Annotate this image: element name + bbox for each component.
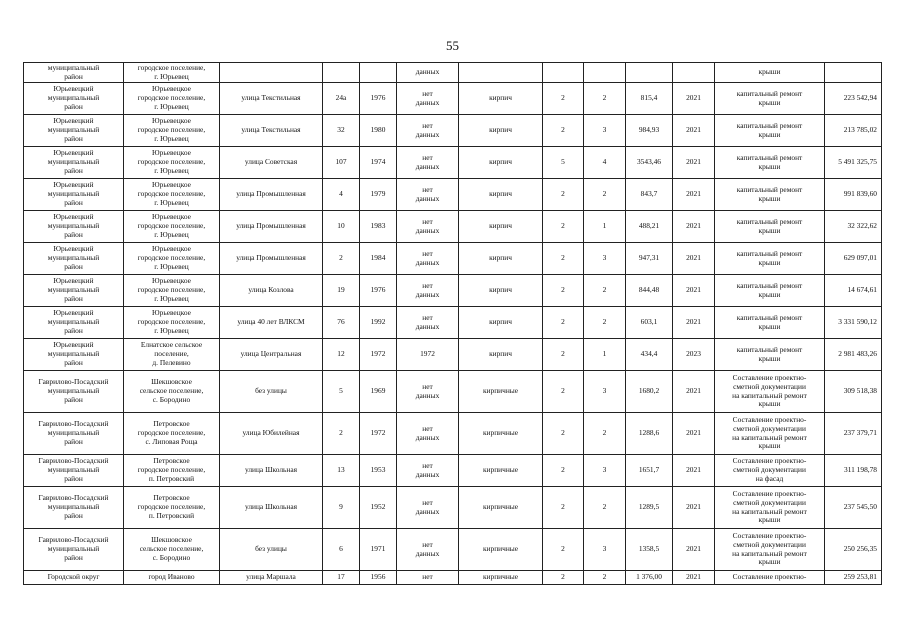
- cell-entrances: 2: [584, 179, 626, 211]
- cell-entrances: 2: [584, 83, 626, 115]
- cell-work-year: 2021: [673, 83, 715, 115]
- cell-district: Юрьевецкий муниципальный район: [24, 147, 124, 179]
- cell-floors: 2: [543, 83, 584, 115]
- cell-work-type: Составление проектно- сметной документации на фасад: [715, 455, 825, 487]
- cell-entrances: 2: [584, 487, 626, 529]
- cell-settlement: Елнатское сельское поселение, д. Пелевино: [124, 339, 220, 371]
- cell-street: улица Маршала: [220, 571, 323, 585]
- cell-street: улица 40 лет ВЛКСМ: [220, 307, 323, 339]
- cell-entrances: 2: [584, 571, 626, 585]
- cell-wall-material: кирпичные: [459, 529, 543, 571]
- cell-street: улица Промышленная: [220, 179, 323, 211]
- cell-wall-material: кирпич: [459, 147, 543, 179]
- cell-floors: 2: [543, 339, 584, 371]
- cell-house-number: 76: [323, 307, 360, 339]
- cell-street: без улицы: [220, 371, 323, 413]
- cell-settlement: Юрьевецкое городское поселение, г. Юрьевец: [124, 147, 220, 179]
- cell-entrances: 2: [584, 413, 626, 455]
- cell-build-year: 1969: [360, 371, 397, 413]
- cell-house-number: 12: [323, 339, 360, 371]
- cell-entrances: 1: [584, 339, 626, 371]
- cell-build-year: 1983: [360, 211, 397, 243]
- cell-street: улица Советская: [220, 147, 323, 179]
- housing-registry-table: [23, 62, 882, 585]
- cell-floors: 2: [543, 371, 584, 413]
- cell-floors: 2: [543, 571, 584, 585]
- table-row: [24, 339, 882, 371]
- table-row: [24, 529, 882, 571]
- cell-work-type: капитальный ремонт крыши: [715, 339, 825, 371]
- cell-settlement: Юрьевецкое городское поселение, г. Юрьевец: [124, 115, 220, 147]
- cell-floors: 2: [543, 243, 584, 275]
- cell-work-type: капитальный ремонт крыши: [715, 179, 825, 211]
- cell-reconstruction-year: нет данных: [397, 275, 459, 307]
- cell-work-year: [673, 63, 715, 83]
- cell-reconstruction-year: нет данных: [397, 179, 459, 211]
- table-row: [24, 455, 882, 487]
- cell-street: улица Промышленная: [220, 211, 323, 243]
- cell-wall-material: кирпич: [459, 307, 543, 339]
- cell-cost: 3 331 590,12: [825, 307, 882, 339]
- cell-district: Гаврилово-Посадский муниципальный район: [24, 455, 124, 487]
- cell-wall-material: кирпич: [459, 339, 543, 371]
- cell-reconstruction-year: нет данных: [397, 115, 459, 147]
- cell-house-number: 2: [323, 413, 360, 455]
- cell-work-type: капитальный ремонт крыши: [715, 147, 825, 179]
- cell-house-number: 10: [323, 211, 360, 243]
- cell-wall-material: кирпич: [459, 115, 543, 147]
- cell-street: улица Юбилейная: [220, 413, 323, 455]
- cell-reconstruction-year: данных: [397, 63, 459, 83]
- cell-work-type: капитальный ремонт крыши: [715, 115, 825, 147]
- cell-house-number: [323, 63, 360, 83]
- cell-house-number: 9: [323, 487, 360, 529]
- cell-wall-material: кирпич: [459, 211, 543, 243]
- cell-entrances: 2: [584, 275, 626, 307]
- cell-reconstruction-year: нет: [397, 571, 459, 585]
- table-row: [24, 275, 882, 307]
- cell-work-type: капитальный ремонт крыши: [715, 307, 825, 339]
- cell-build-year: 1971: [360, 529, 397, 571]
- cell-reconstruction-year: нет данных: [397, 211, 459, 243]
- cell-entrances: 3: [584, 243, 626, 275]
- cell-settlement: Юрьевецкое городское поселение, г. Юрьевец: [124, 275, 220, 307]
- cell-street: улица Центральная: [220, 339, 323, 371]
- cell-floors: 2: [543, 487, 584, 529]
- cell-entrances: 1: [584, 211, 626, 243]
- cell-area: 1358,5: [626, 529, 673, 571]
- cell-district: Юрьевецкий муниципальный район: [24, 307, 124, 339]
- cell-district: Юрьевецкий муниципальный район: [24, 211, 124, 243]
- table-row: [24, 413, 882, 455]
- cell-reconstruction-year: нет данных: [397, 147, 459, 179]
- table-row: [24, 63, 882, 83]
- table-row: [24, 211, 882, 243]
- cell-work-type: крыши: [715, 63, 825, 83]
- cell-work-year: 2021: [673, 243, 715, 275]
- cell-area: 1288,6: [626, 413, 673, 455]
- cell-settlement: город Иваново: [124, 571, 220, 585]
- cell-district: муниципальный район: [24, 63, 124, 83]
- cell-build-year: 1952: [360, 487, 397, 529]
- cell-work-year: 2021: [673, 455, 715, 487]
- table-row: [24, 179, 882, 211]
- cell-house-number: 32: [323, 115, 360, 147]
- cell-street: [220, 63, 323, 83]
- cell-settlement: городское поселение, г. Юрьевец: [124, 63, 220, 83]
- cell-entrances: 3: [584, 371, 626, 413]
- cell-build-year: 1984: [360, 243, 397, 275]
- cell-area: [626, 63, 673, 83]
- cell-house-number: 17: [323, 571, 360, 585]
- cell-floors: 2: [543, 307, 584, 339]
- cell-work-type: Составление проектно- сметной документации на капитальный ремонт крыши: [715, 413, 825, 455]
- cell-street: улица Школьная: [220, 487, 323, 529]
- cell-build-year: 1956: [360, 571, 397, 585]
- cell-area: 488,21: [626, 211, 673, 243]
- table-row: [24, 147, 882, 179]
- cell-district: Гаврилово-Посадский муниципальный район: [24, 371, 124, 413]
- cell-area: 844,48: [626, 275, 673, 307]
- cell-settlement: Юрьевецкое городское поселение, г. Юрьевец: [124, 179, 220, 211]
- cell-build-year: 1972: [360, 339, 397, 371]
- cell-cost: 2 981 483,26: [825, 339, 882, 371]
- cell-reconstruction-year: нет данных: [397, 307, 459, 339]
- cell-street: улица Школьная: [220, 455, 323, 487]
- cell-work-type: капитальный ремонт крыши: [715, 243, 825, 275]
- cell-floors: 2: [543, 455, 584, 487]
- cell-street: улица Промышленная: [220, 243, 323, 275]
- cell-reconstruction-year: 1972: [397, 339, 459, 371]
- cell-wall-material: [459, 63, 543, 83]
- cell-reconstruction-year: нет данных: [397, 83, 459, 115]
- cell-work-type: капитальный ремонт крыши: [715, 211, 825, 243]
- cell-work-year: 2021: [673, 147, 715, 179]
- cell-cost: 237 545,50: [825, 487, 882, 529]
- cell-district: Юрьевецкий муниципальный район: [24, 83, 124, 115]
- table-row: [24, 307, 882, 339]
- table-row: [24, 83, 882, 115]
- cell-house-number: 5: [323, 371, 360, 413]
- cell-cost: [825, 63, 882, 83]
- cell-work-type: капитальный ремонт крыши: [715, 275, 825, 307]
- cell-work-type: Составление проектно- сметной документации на капитальный ремонт крыши: [715, 487, 825, 529]
- cell-district: Гаврилово-Посадский муниципальный район: [24, 413, 124, 455]
- cell-wall-material: кирпичные: [459, 487, 543, 529]
- cell-floors: 2: [543, 529, 584, 571]
- cell-cost: 259 253,81: [825, 571, 882, 585]
- cell-district: Юрьевецкий муниципальный район: [24, 339, 124, 371]
- cell-wall-material: кирпичные: [459, 371, 543, 413]
- cell-wall-material: кирпич: [459, 179, 543, 211]
- cell-area: 1 376,00: [626, 571, 673, 585]
- cell-build-year: 1972: [360, 413, 397, 455]
- cell-build-year: 1953: [360, 455, 397, 487]
- cell-street: улица Текстильная: [220, 115, 323, 147]
- cell-build-year: 1976: [360, 83, 397, 115]
- cell-floors: 2: [543, 115, 584, 147]
- cell-work-type: Составление проектно-: [715, 571, 825, 585]
- cell-settlement: Юрьевецкое городское поселение, г. Юрьевец: [124, 243, 220, 275]
- cell-house-number: 4: [323, 179, 360, 211]
- cell-work-year: 2023: [673, 339, 715, 371]
- cell-area: 434,4: [626, 339, 673, 371]
- cell-street: улица Козлова: [220, 275, 323, 307]
- cell-district: Гаврилово-Посадский муниципальный район: [24, 529, 124, 571]
- cell-work-year: 2021: [673, 115, 715, 147]
- cell-wall-material: кирпич: [459, 275, 543, 307]
- cell-cost: 250 256,35: [825, 529, 882, 571]
- cell-area: 947,31: [626, 243, 673, 275]
- cell-build-year: 1979: [360, 179, 397, 211]
- cell-entrances: 3: [584, 455, 626, 487]
- cell-cost: 629 097,01: [825, 243, 882, 275]
- cell-entrances: 4: [584, 147, 626, 179]
- cell-district: Гаврилово-Посадский муниципальный район: [24, 487, 124, 529]
- cell-area: 1651,7: [626, 455, 673, 487]
- cell-wall-material: кирпич: [459, 83, 543, 115]
- cell-work-year: 2021: [673, 211, 715, 243]
- cell-wall-material: кирпичные: [459, 413, 543, 455]
- cell-build-year: 1980: [360, 115, 397, 147]
- cell-cost: 991 839,60: [825, 179, 882, 211]
- cell-area: 603,1: [626, 307, 673, 339]
- cell-settlement: Шекшовское сельское поселение, с. Бородино: [124, 529, 220, 571]
- cell-cost: 5 491 325,75: [825, 147, 882, 179]
- cell-floors: 2: [543, 413, 584, 455]
- cell-cost: 32 322,62: [825, 211, 882, 243]
- cell-house-number: 13: [323, 455, 360, 487]
- cell-street: без улицы: [220, 529, 323, 571]
- cell-build-year: 1974: [360, 147, 397, 179]
- cell-settlement: Юрьевецкое городское поселение, г. Юрьевец: [124, 83, 220, 115]
- cell-settlement: Шекшовское сельское поселение, с. Бородино: [124, 371, 220, 413]
- cell-work-year: 2021: [673, 529, 715, 571]
- cell-cost: 223 542,94: [825, 83, 882, 115]
- cell-floors: 2: [543, 179, 584, 211]
- table-row: [24, 115, 882, 147]
- cell-cost: 311 198,78: [825, 455, 882, 487]
- cell-floors: 2: [543, 275, 584, 307]
- cell-wall-material: кирпичные: [459, 571, 543, 585]
- cell-settlement: Петровское городское поселение, п. Петровский: [124, 455, 220, 487]
- cell-settlement: Петровское городское поселение, п. Петровский: [124, 487, 220, 529]
- cell-work-type: Составление проектно- сметной документации на капитальный ремонт крыши: [715, 529, 825, 571]
- cell-area: 1289,5: [626, 487, 673, 529]
- cell-district: Юрьевецкий муниципальный район: [24, 115, 124, 147]
- page-number: 55: [446, 38, 459, 53]
- cell-work-year: 2021: [673, 371, 715, 413]
- cell-area: 843,7: [626, 179, 673, 211]
- cell-build-year: 1976: [360, 275, 397, 307]
- cell-work-type: Составление проектно- сметной документации на капитальный ремонт крыши: [715, 371, 825, 413]
- cell-settlement: Юрьевецкое городское поселение, г. Юрьевец: [124, 307, 220, 339]
- cell-settlement: Петровское городское поселение, с. Липовая Роща: [124, 413, 220, 455]
- cell-cost: 14 674,61: [825, 275, 882, 307]
- cell-entrances: 3: [584, 115, 626, 147]
- cell-entrances: [584, 63, 626, 83]
- cell-reconstruction-year: нет данных: [397, 371, 459, 413]
- cell-reconstruction-year: нет данных: [397, 243, 459, 275]
- cell-floors: 5: [543, 147, 584, 179]
- cell-district: Юрьевецкий муниципальный район: [24, 179, 124, 211]
- table-row: [24, 571, 882, 585]
- cell-area: 815,4: [626, 83, 673, 115]
- cell-reconstruction-year: нет данных: [397, 487, 459, 529]
- cell-reconstruction-year: нет данных: [397, 413, 459, 455]
- cell-district: Юрьевецкий муниципальный район: [24, 275, 124, 307]
- cell-work-year: 2021: [673, 307, 715, 339]
- cell-district: Городской округ: [24, 571, 124, 585]
- cell-settlement: Юрьевецкое городское поселение, г. Юрьевец: [124, 211, 220, 243]
- cell-cost: 237 379,71: [825, 413, 882, 455]
- cell-floors: [543, 63, 584, 83]
- cell-cost: 309 518,38: [825, 371, 882, 413]
- cell-area: 3543,46: [626, 147, 673, 179]
- cell-work-year: 2021: [673, 275, 715, 307]
- cell-work-year: 2021: [673, 571, 715, 585]
- cell-house-number: 24а: [323, 83, 360, 115]
- registry-body: [24, 63, 882, 585]
- cell-area: 1680,2: [626, 371, 673, 413]
- cell-street: улица Текстильная: [220, 83, 323, 115]
- cell-entrances: 2: [584, 307, 626, 339]
- table-row: [24, 243, 882, 275]
- cell-build-year: [360, 63, 397, 83]
- cell-build-year: 1992: [360, 307, 397, 339]
- cell-work-year: 2021: [673, 487, 715, 529]
- cell-area: 984,93: [626, 115, 673, 147]
- cell-wall-material: кирпичные: [459, 455, 543, 487]
- cell-house-number: 6: [323, 529, 360, 571]
- cell-reconstruction-year: нет данных: [397, 455, 459, 487]
- cell-entrances: 3: [584, 529, 626, 571]
- cell-work-year: 2021: [673, 179, 715, 211]
- cell-house-number: 19: [323, 275, 360, 307]
- cell-house-number: 107: [323, 147, 360, 179]
- cell-reconstruction-year: нет данных: [397, 529, 459, 571]
- table-row: [24, 371, 882, 413]
- table-row: [24, 487, 882, 529]
- cell-house-number: 2: [323, 243, 360, 275]
- cell-floors: 2: [543, 211, 584, 243]
- cell-cost: 213 785,02: [825, 115, 882, 147]
- cell-wall-material: кирпич: [459, 243, 543, 275]
- cell-district: Юрьевецкий муниципальный район: [24, 243, 124, 275]
- cell-work-type: капитальный ремонт крыши: [715, 83, 825, 115]
- cell-work-year: 2021: [673, 413, 715, 455]
